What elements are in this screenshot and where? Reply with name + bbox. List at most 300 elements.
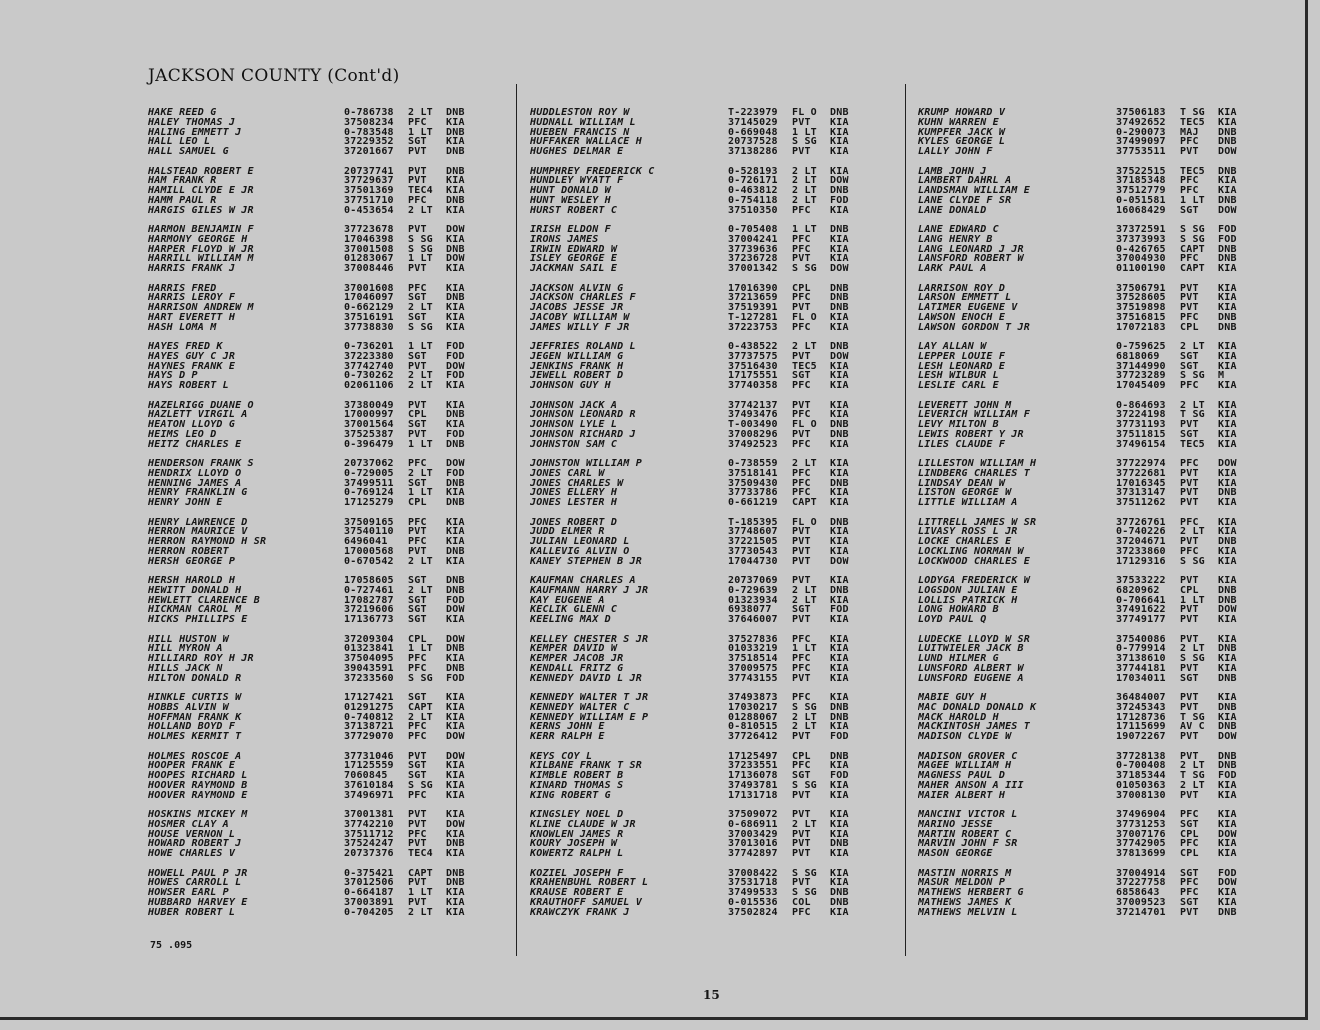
roster-entry [918,440,1248,450]
entry-rank: 2 LT [792,166,817,177]
entry-rank: SGT [408,595,427,606]
entry-status: KIA [830,488,849,499]
entry-status: DNB [446,478,465,489]
roster-entry [148,713,476,723]
entry-name: HENNING JAMES A [148,478,242,489]
entry-serial: 0-453654 [344,205,394,216]
entry-rank: 1 LT [1180,195,1205,206]
roster-entry [918,147,1248,157]
roster-entry [918,459,1248,469]
entry-serial: 17072183 [1116,322,1166,333]
entry-status: FOD [1218,234,1237,245]
entry-rank: SGT [1180,819,1199,830]
entry-rank: 2 LT [408,712,433,723]
entry-name: HARPER FLOYD W JR [148,244,254,255]
entry-status: DNB [1218,254,1237,265]
entry-rank: TEC5 [1180,166,1205,177]
roster-entry [918,488,1248,498]
roster-entry [530,557,860,567]
entry-status: KIA [446,888,465,898]
entry-serial: 0-705408 [728,225,778,235]
roster-entry [530,284,860,294]
entry-status: DNB [1218,322,1237,333]
entry-rank: 2 LT [408,381,433,391]
entry-status: DNB [1218,244,1237,255]
entry-status: KIA [830,810,849,820]
roster-entry [530,128,860,138]
entry-serial: 6858643 [1116,888,1160,898]
entry-serial: 37492652 [1116,117,1166,128]
roster-entry [530,596,860,606]
roster-entry [530,225,860,235]
roster-entry [918,644,1248,654]
roster-entry [918,576,1248,586]
entry-status: KIA [830,468,849,479]
entry-status: DNB [830,839,849,850]
entry-rank: PFC [792,761,811,772]
entry-status: KIA [1218,654,1237,664]
entry-name: KOURY JOSEPH W [530,839,618,850]
entry-serial: 0-740812 [344,712,394,723]
entry-rank: PVT [792,839,811,850]
entry-rank: 2 LT [408,585,433,596]
entry-name: HOOPES RICHARD L [148,771,248,781]
entry-serial: 37646007 [728,615,778,625]
roster-entry [530,108,860,118]
entry-serial: 37504095 [344,654,394,664]
roster-entry [530,313,860,323]
roster-column-3 [918,108,1248,927]
entry-rank: SGT [1180,897,1199,908]
entry-rank: 2 LT [792,722,817,733]
entry-serial: 37531718 [728,878,778,889]
entry-status: DOW [830,351,849,362]
roster-entry [530,888,860,898]
roster-entry [148,869,476,879]
entry-status: DNB [830,751,849,762]
entry-status: KIA [446,722,465,733]
entry-status: DNB [446,108,465,118]
entry-serial: 0-786738 [344,108,394,118]
entry-rank: PVT [408,225,427,235]
entry-rank: PFC [792,244,811,255]
entry-status: KIA [830,205,849,216]
entry-status: KIA [1218,186,1237,196]
entry-rank: PVT [1180,303,1199,313]
entry-name: KRAUSE ROBERT E [530,888,624,898]
roster-entry [530,722,860,732]
roster-entry [918,206,1248,216]
entry-serial: 01033219 [728,644,778,655]
entry-name: KRAWCZYK FRANK J [530,907,630,918]
entry-rank: CPL [1180,322,1199,333]
entry-rank: S SG [408,673,433,684]
entry-rank: AV C [1180,722,1205,733]
entry-name: IRWIN EDWARD W [530,244,618,255]
roster-entry [918,410,1248,420]
entry-status: KIA [830,644,849,655]
column-divider [905,84,906,956]
entry-rank: PVT [408,819,427,830]
roster-entry [148,615,476,625]
entry-name: LARRISON ROY D [918,283,1006,294]
entry-rank: 1 LT [408,488,433,499]
entry-status: DNB [1218,907,1237,918]
entry-serial: 37003891 [344,897,394,908]
entry-serial: 20737069 [728,576,778,586]
entry-status: KIA [830,400,849,411]
roster-entry [530,401,860,411]
roster-entry [530,118,860,128]
entry-serial: 37813699 [1116,849,1166,859]
entry-serial: 01283067 [344,254,394,265]
entry-serial: 37008446 [344,264,394,274]
entry-rank: SGT [408,615,427,625]
roster-entry [530,410,860,420]
roster-group [918,576,1248,635]
entry-rank: SGT [1180,673,1199,684]
roster-entry [148,245,476,255]
entry-serial: 37245343 [1116,702,1166,713]
roster-entry [918,469,1248,479]
entry-status: DNB [1218,312,1237,323]
entry-serial: 37209304 [344,634,394,645]
entry-rank: TEC5 [1180,117,1205,128]
entry-status: KIA [446,693,465,703]
entry-serial: 37726761 [1116,517,1166,528]
entry-serial: 37511815 [1116,429,1166,440]
roster-entry [530,137,860,147]
roster-entry [918,342,1248,352]
roster-entry [148,206,476,216]
entry-rank: CPL [1180,585,1199,596]
roster-entry [148,547,476,557]
roster-entry [918,839,1248,849]
roster-entry [530,781,860,791]
entry-rank: PFC [792,293,811,304]
entry-serial: 37013016 [728,839,778,850]
roster-entry [530,527,860,537]
entry-name: LEVERETT JOHN M [918,400,1012,411]
entry-name: HENRY JOHN E [148,498,223,508]
entry-name: KEELING MAX D [530,615,611,625]
roster-group [918,284,1248,343]
entry-status: FOD [446,429,465,440]
entry-name: JUDD ELMER R [530,527,605,538]
entry-rank: T SG [1180,108,1205,118]
entry-rank: MAJ [1180,127,1199,138]
roster-entry [918,761,1248,771]
entry-serial: 37372591 [1116,225,1166,235]
entry-name: HOLLAND BOYD F [148,722,236,733]
entry-rank: PVT [792,117,811,128]
entry-name: MARINO JESSE [918,819,993,830]
entry-serial: 39043591 [344,663,394,674]
entry-serial: 37008130 [1116,790,1166,801]
entry-name: HAYS ROBERT L [148,381,229,391]
entry-name: HALL SAMUEL G [148,147,229,157]
entry-rank: SGT [1180,361,1199,372]
entry-status: KIA [446,556,465,567]
entry-name: KAUFMANN HARRY J JR [530,585,649,596]
entry-status: KIA [830,166,849,177]
entry-serial: 0-783548 [344,127,394,138]
roster-entry [148,898,476,908]
roster-entry [918,869,1248,879]
entry-rank: PFC [792,693,811,703]
entry-rank: PFC [1180,381,1199,391]
entry-status: KIA [446,849,465,859]
entry-status: FOD [446,595,465,606]
roster-entry [530,488,860,498]
entry-name: KLINE CLAUDE W JR [530,819,636,830]
roster-entry [918,401,1248,411]
entry-serial: 37004241 [728,234,778,245]
entry-status: KIA [830,459,849,469]
entry-status: KIA [830,790,849,801]
roster-entry [148,722,476,732]
entry-serial: 37748607 [728,527,778,538]
entry-name: HARRILL WILLIAM M [148,254,254,265]
entry-status: DOW [446,751,465,762]
entry-serial: 37528605 [1116,293,1166,304]
entry-serial: 37524247 [344,839,394,850]
roster-entry [530,830,860,840]
entry-status: DNB [1218,722,1237,733]
entry-rank: S SG [408,244,433,255]
entry-rank: CAPT [408,702,433,713]
entry-serial: 37742897 [728,849,778,859]
roster-entry [530,303,860,313]
entry-name: JOHNSON LYLE L [530,420,618,430]
entry-rank: PFC [408,663,427,674]
entry-serial: 37540086 [1116,634,1166,645]
entry-rank: PVT [1180,498,1199,508]
entry-status: KIA [1218,576,1237,586]
entry-status: KIA [830,127,849,138]
entry-name: HARRIS LEROY F [148,293,236,304]
entry-status: KIA [1218,176,1237,187]
entry-rank: PFC [1180,254,1199,265]
entry-name: MAHER ANSON A III [918,780,1024,791]
entry-name: KYLES GEORGE L [918,137,1006,148]
entry-rank: PVT [792,790,811,801]
entry-name: MABIE GUY H [918,693,987,703]
column-divider [516,84,517,956]
entry-status: DOW [446,459,465,469]
entry-name: HALING EMMETT J [148,127,242,138]
entry-serial: 37492523 [728,439,778,450]
roster-entry [918,791,1248,801]
entry-name: LESH WILBUR L [918,371,999,382]
entry-serial: 37499533 [728,888,778,898]
entry-status: KIA [446,322,465,333]
entry-status: KIA [830,654,849,664]
entry-rank: 2 LT [792,342,817,352]
roster-group [148,225,476,284]
entry-serial: 17045409 [1116,381,1166,391]
entry-rank: PFC [792,234,811,245]
entry-status: DOW [446,819,465,830]
roster-entry [530,518,860,528]
entry-name: MAGEE WILLIAM H [918,761,1012,772]
entry-name: JACKSON ALVIN G [530,283,624,294]
entry-rank: PFC [408,195,427,206]
entry-status: KIA [446,381,465,391]
entry-name: HEIMS LEO D [148,429,217,440]
entry-name: LANE CLYDE F SR [918,195,1012,206]
entry-rank: 1 LT [792,644,817,655]
entry-status: KIA [1218,693,1237,703]
entry-serial: 17000568 [344,546,394,557]
roster-entry [148,352,476,362]
entry-status: DOW [1218,829,1237,840]
entry-serial: 37001508 [344,244,394,255]
entry-rank: CAPT [792,498,817,508]
entry-rank: S SG [1180,654,1205,664]
entry-rank: 2 LT [408,371,433,382]
entry-name: HAYNES FRANK E [148,361,236,372]
roster-entry [530,469,860,479]
entry-rank: S SG [408,780,433,791]
entry-name: HUNT WESLEY H [530,195,611,206]
roster-entry [918,674,1248,684]
entry-serial: 37496971 [344,790,394,801]
roster-entry [148,108,476,118]
entry-status: DNB [830,888,849,898]
entry-status: KIA [1218,381,1237,391]
entry-rank: PVT [408,810,427,820]
entry-name: LOCKWOOD CHARLES E [918,556,1030,567]
entry-rank: PVT [408,878,427,889]
roster-entry [148,362,476,372]
entry-status: DNB [830,293,849,304]
roster-group [918,459,1248,518]
roster-entry [148,401,476,411]
entry-serial: 37522515 [1116,166,1166,177]
roster-entry [918,235,1248,245]
entry-status: DNB [446,663,465,674]
entry-rank: PFC [1180,810,1199,820]
entry-serial: 37145029 [728,117,778,128]
entry-status: KIA [830,244,849,255]
entry-rank: PVT [1180,537,1199,547]
entry-serial: 37144990 [1116,361,1166,372]
entry-serial: 17000997 [344,410,394,421]
entry-serial: 0-438522 [728,342,778,352]
entry-status: KIA [1218,888,1237,898]
entry-serial: 37491622 [1116,605,1166,616]
entry-rank: 2 LT [408,468,433,479]
roster-group [530,518,860,577]
entry-status: DNB [1218,673,1237,684]
entry-status: KIA [830,410,849,421]
roster-entry [918,430,1248,440]
entry-rank: 1 LT [1180,595,1205,606]
entry-serial: 6496041 [344,537,388,547]
roster-entry [148,410,476,420]
entry-status: KIA [446,186,465,196]
entry-rank: PFC [792,634,811,645]
entry-rank: FL O [792,517,817,528]
entry-status: KIA [446,702,465,713]
roster-entry [148,820,476,830]
entry-serial: 37185348 [1116,176,1166,187]
entry-name: KUHN WARREN E [918,117,999,128]
entry-status: KIA [446,488,465,499]
entry-rank: PVT [792,732,811,742]
entry-rank: PFC [792,468,811,479]
entry-status: DNB [830,303,849,313]
entry-serial: 17016390 [728,283,778,294]
roster-entry [530,147,860,157]
entry-serial: 17131718 [728,790,778,801]
roster-entry [530,674,860,684]
entry-name: LUNSFORD EUGENE A [918,673,1024,684]
entry-serial: 0-463812 [728,186,778,196]
roster-entry [530,352,860,362]
entry-rank: PFC [792,439,811,450]
entry-name: HAYES FRED K [148,342,223,352]
entry-serial: 17125279 [344,498,394,508]
entry-serial: 37744181 [1116,663,1166,674]
entry-rank: PFC [1180,839,1199,850]
entry-name: HUFFAKER WALLACE H [530,137,642,148]
roster-entry [530,732,860,742]
entry-serial: 0-664187 [344,888,394,898]
roster-group [918,108,1248,167]
roster-entry [148,254,476,264]
entry-status: KIA [446,615,465,625]
roster-group [530,108,860,167]
entry-serial: T-223979 [728,108,778,118]
page-title: JACKSON COUNTY (Cont'd) [148,66,400,86]
entry-serial: 17125559 [344,761,394,772]
entry-serial: 37224198 [1116,410,1166,421]
entry-rank: CAPT [408,868,433,879]
entry-status: KIA [1218,264,1237,274]
entry-name: LAWSON ENOCH E [918,312,1006,323]
entry-serial: 37012506 [344,878,394,889]
roster-entry [918,118,1248,128]
roster-group [148,752,476,811]
entry-serial: 0-729005 [344,468,394,479]
roster-entry [918,362,1248,372]
roster-entry [530,186,860,196]
entry-name: JOHNSTON SAM C [530,439,618,450]
entry-status: KIA [830,780,849,791]
entry-serial: 20737062 [344,459,394,469]
entry-rank: S SG [792,137,817,148]
roster-entry [148,664,476,674]
entry-name: KINGSLEY NOEL D [530,810,624,820]
roster-entry [918,664,1248,674]
entry-name: HOSMER CLAY A [148,819,229,830]
roster-entry [148,781,476,791]
roster-entry [918,752,1248,762]
entry-status: DNB [446,195,465,206]
entry-status: DOW [830,176,849,187]
entry-status: KIA [830,576,849,586]
entry-name: JEWELL ROBERT D [530,371,624,382]
entry-status: KIA [446,517,465,528]
entry-rank: S SG [1180,556,1205,567]
entry-status: KIA [446,312,465,323]
entry-name: LONG HOWARD B [918,605,999,616]
entry-name: LOYD PAUL Q [918,615,987,625]
entry-status: DNB [446,546,465,557]
entry-status: FOD [830,605,849,616]
